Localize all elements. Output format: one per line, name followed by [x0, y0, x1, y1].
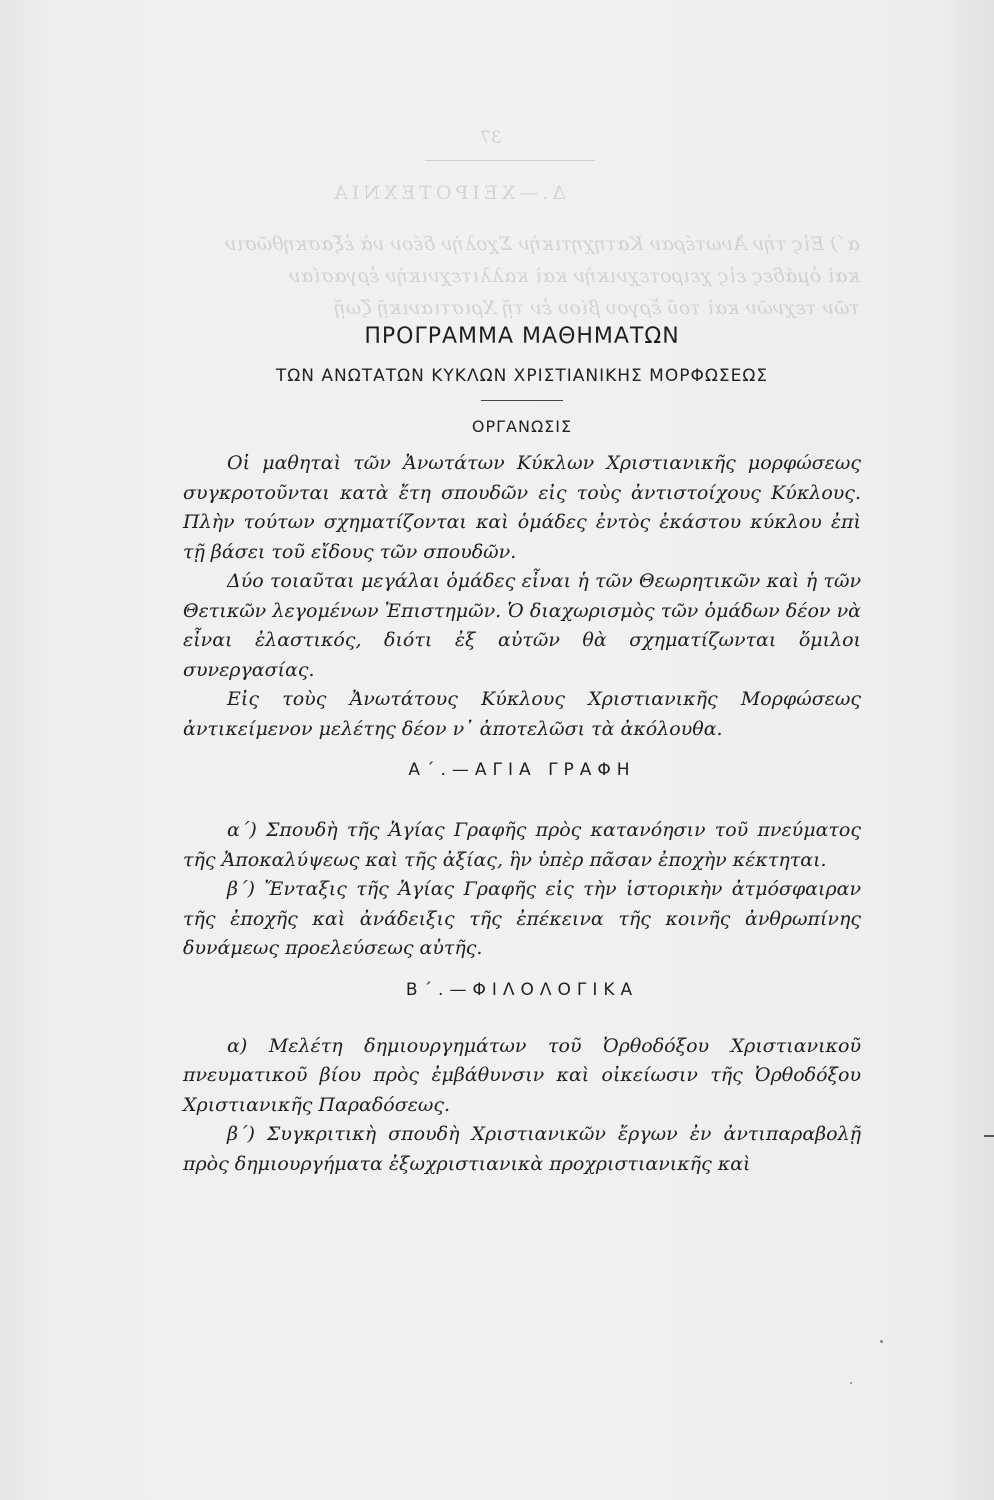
- list-item: β΄) Συγκριτικὴ σπουδὴ Χριστιανικῶν ἔργων ἐν ἀντιπαραβολῇ πρὸς δημιουργήματα ἐξωχριστιανικὰ προχριστιανικῆς καὶ: [183, 1123, 861, 1175]
- page-subtitle: ΤΩΝ ΑΝΩΤΑΤΩΝ ΚΥΚΛΩΝ ΧΡΙΣΤΙΑΝΙΚΗΣ ΜΟΡΦΩΣΕΩΣ: [275, 366, 769, 386]
- list-item: α) Μελέτη δημιουργημάτων τοῦ Ὀρθοδόξου Χριστιανικοῦ πνευματικοῦ βίου πρὸς ἐμβάθυνσιν καὶ οἰκείωσιν τῆς Ὀρθοδόξου Χριστιανικῆς Παραδόσεως.: [183, 1034, 861, 1116]
- bleed-through-text: τῶν τεχνῶν καὶ τοῦ ἔργου βίου ἐν τῇ Χριστιανικῇ ζωῇ: [334, 297, 860, 319]
- paper-speck: [850, 1382, 852, 1384]
- bleed-through-heading: Δ.—ΧΕΙΡΟΤΕΧΝΙΑ: [330, 182, 566, 204]
- bleed-through-page-number: 37: [480, 128, 502, 148]
- intro-paragraph: Εἰς τοὺς Ἀνωτάτους Κύκλους Χριστιανικῆς Μορφώσεως ἀντικείμενον μελέτης δέον ν᾽ ἀποτελῶσι τὰ ἀκόλουθα.: [183, 688, 861, 740]
- intro-paragraph: Οἱ μαθηταὶ τῶν Ἀνωτάτων Κύκλων Χριστιανικῆς μορφώσεως συγκροτοῦνται κατὰ ἔτη σπουδῶν εἰς τοὺς ἀντιστοίχους Κύκλους. Πλὴν τούτων σχηματίζονται καὶ ὁμάδες ἐντὸς ἑκάστου κύκλου ἐπὶ τῇ βάσει τοῦ εἴδους τῶν σπουδῶν.: [183, 452, 861, 563]
- bleed-through-rule: [425, 160, 595, 161]
- bleed-through-text: καὶ ὁμάδες εἰς χειροτεχνικὴν καὶ καλλιτεχνικὴν ἐργασίαν: [288, 265, 860, 287]
- section-heading-organization: ΟΡΓΑΝΩΣΙΣ: [471, 417, 573, 436]
- bleed-through-text: α΄) Εἰς τὴν Ἀνωτέραν Κατηχητικὴν Σχολὴν δέον νὰ ἐξασκηθῶσιν: [224, 233, 860, 255]
- page-title: ΠΡΟΓΡΑΜΜΑ ΜΑΘΗΜΑΤΩΝ: [364, 324, 680, 349]
- section-heading-holy-scripture: Α΄.—ΑΓΙΑ ΓΡΑΦΗ: [408, 760, 636, 780]
- edge-mark: [984, 1135, 994, 1137]
- intro-paragraph: Δύο τοιαῦται μεγάλαι ὁμάδες εἶναι ἡ τῶν Θεωρητικῶν καὶ ἡ τῶν Θετικῶν λεγομένων Ἐπιστημῶν. Ὁ διαχωρισμὸς τῶν ὁμάδων δέον νὰ εἶναι ἐλαστικός, διότι ἐξ αὐτῶν θὰ σχηματίζωνται ὅμιλοι συνεργασίας.: [183, 570, 861, 681]
- paper-speck: [880, 1340, 883, 1343]
- section-heading-philology: Β΄.—ΦΙΛΟΛΟΓΙΚΑ: [405, 979, 639, 1000]
- list-item: α΄) Σπουδὴ τῆς Ἁγίας Γραφῆς πρὸς κατανόησιν τοῦ πνεύματος τῆς Ἀποκαλύψεως καὶ τῆς ἀξίας, ἣν ὑπὲρ πᾶσαν ἐποχὴν κέκτηται.: [183, 819, 861, 871]
- list-item: β΄) Ἔνταξις τῆς Ἁγίας Γραφῆς εἰς τὴν ἱστορικὴν ἀτμόσφαιραν τῆς ἐποχῆς καὶ ἀνάδειξις τῆς ἐπέκεινα τῆς κοινῆς ἀνθρωπίνης δυνάμεως προελεύσεως αὐτῆς.: [183, 878, 861, 959]
- document-body: [183, 322, 861, 1179]
- title-divider: [481, 400, 563, 401]
